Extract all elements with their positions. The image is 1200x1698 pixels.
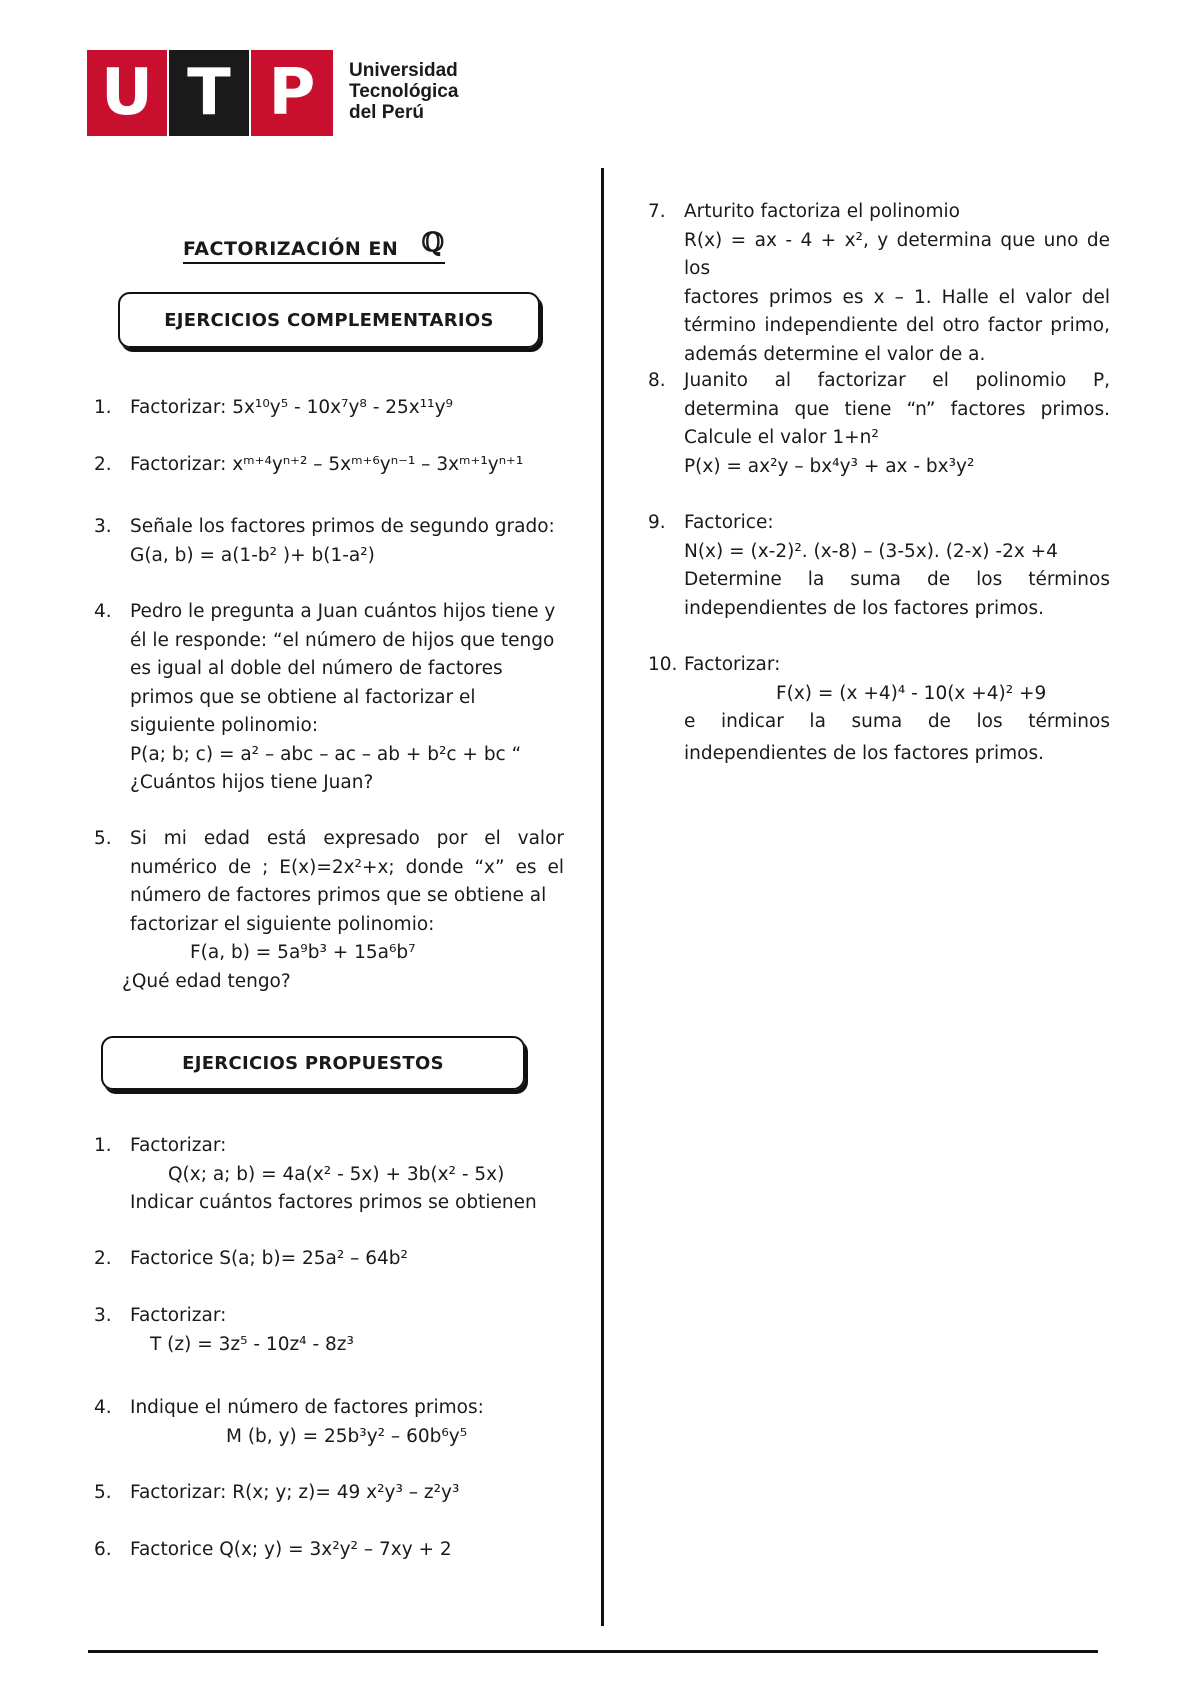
exercise-body <box>130 598 555 798</box>
exercise-line: independientes de los factores primos. <box>684 742 1045 764</box>
exercise-formula: P(x) = ax²y – bx⁴y³ + ax - bx³y² <box>684 455 975 477</box>
exercise-line: es igual al doble del número de factores <box>130 658 503 679</box>
exercise-formula: N(x) = (x-2)². (x-8) – (3-5x). (2-x) -2x +4 <box>684 540 1058 562</box>
exercise-line: Factorizar: 5x¹⁰y⁵ - 10x⁷y⁸ - 25x¹¹y⁹ <box>130 397 453 418</box>
exercise-body <box>130 1132 537 1218</box>
exercise-line: término independiente del otro factor primo, <box>684 315 1110 336</box>
exercise-number: 3. <box>94 1305 112 1326</box>
exercise-formula: Q(x; a; b) = 4a(x² - 5x) + 3b(x² - 5x) <box>168 1163 505 1185</box>
exercise-line: Juanito al factorizar el polinomio P, <box>684 370 1110 391</box>
exercise-line: Factorizar: xᵐ⁺⁴yⁿ⁺² – 5xᵐ⁺⁶yⁿ⁻¹ – 3xᵐ⁺¹yⁿ⁺¹ <box>130 454 524 475</box>
exercise-line: R(x) = ax - 4 + x², y determina que uno de los <box>684 229 1110 279</box>
section-header-propuestos: EJERCICIOS PROPUESTOS <box>101 1036 525 1090</box>
exercise-line: Factorizar: <box>684 654 781 675</box>
exercise-line: número de factores primos que se obtiene al <box>130 885 547 906</box>
exercise-line: ¿Qué edad tengo? <box>122 970 291 992</box>
exercise-number: 10. <box>648 654 678 675</box>
exercise-body <box>684 367 1110 481</box>
exercise-line: factorizar el siguiente polinomio: <box>130 913 435 935</box>
exercise-number: 5. <box>94 828 112 849</box>
exercise-line: Determine la suma de los términos <box>684 569 1110 590</box>
exercise-formula: T (z) = 3z⁵ - 10z⁴ - 8z³ <box>150 1333 354 1355</box>
exercise-body <box>130 394 453 423</box>
exercise-body <box>130 513 555 570</box>
exercise-formula: M (b, y) = 25b³y² – 60b⁶y⁵ <box>226 1425 468 1447</box>
exercise-line: ¿Cuántos hijos tiene Juan? <box>130 772 374 793</box>
exercise-body <box>130 1245 408 1274</box>
exercise-number: 4. <box>94 601 112 622</box>
exercise-number: 1. <box>94 1135 112 1156</box>
exercise-line: Señale los factores primos de segundo grado: <box>130 516 555 537</box>
exercise-body <box>130 451 523 480</box>
exercise-line: Indique el número de factores primos: <box>130 1397 484 1418</box>
exercise-body <box>684 651 1110 768</box>
exercise-line: independientes de los factores primos. <box>684 597 1045 619</box>
exercise-body <box>130 1479 459 1508</box>
university-line: Tecnológica <box>349 81 459 102</box>
footer-rule <box>88 1650 1098 1653</box>
title-text: FACTORIZACIÓN EN <box>183 238 399 260</box>
exercise-line: Factorice Q(x; y) = 3x²y² – 7xy + 2 <box>130 1539 452 1560</box>
exercise-body <box>130 1536 452 1565</box>
exercise-line: primos que se obtiene al factorizar el <box>130 686 476 708</box>
exercise-line: factores primos es x – 1. Halle el valor del <box>684 286 1110 308</box>
exercise-number: 2. <box>94 1248 112 1269</box>
exercise-number: 5. <box>94 1482 112 1503</box>
exercise-number: 4. <box>94 1397 112 1418</box>
exercise-number: 3. <box>94 516 112 537</box>
exercise-line: Factorizar: R(x; y; z)= 49 x²y³ – z²y³ <box>130 1482 460 1503</box>
exercise-line: Indicar cuántos factores primos se obtienen <box>130 1192 537 1213</box>
exercise-line: Arturito factoriza el polinomio <box>684 201 960 222</box>
page-title-underlined <box>183 228 445 264</box>
exercise-body <box>684 509 1110 623</box>
exercise-line: él le responde: “el número de hijos que tengo <box>130 629 555 651</box>
exercise-line: G(a, b) = a(1-b² )+ b(1-a²) <box>130 544 375 566</box>
exercise-body <box>684 198 1110 369</box>
column-divider <box>601 168 604 1626</box>
rational-numbers-symbol: ℚ <box>421 228 445 258</box>
exercise-number: 6. <box>94 1539 112 1560</box>
exercise-body <box>130 1302 354 1359</box>
exercise-line: Factorizar: <box>130 1135 227 1156</box>
logo-letter-u: U <box>87 50 167 136</box>
exercise-line: Pedro le pregunta a Juan cuántos hijos tiene y <box>130 601 556 622</box>
exercise-number: 8. <box>648 370 666 391</box>
exercise-number: 7. <box>648 201 666 222</box>
exercise-line: numérico de ; E(x)=2x²+x; donde “x” es el <box>130 856 564 878</box>
exercise-line: además determine el valor de a. <box>684 343 986 365</box>
exercise-line: Factorizar: <box>130 1305 227 1326</box>
exercise-formula: F(a, b) = 5a⁹b³ + 15a⁶b⁷ <box>190 942 416 963</box>
exercise-body <box>130 1394 484 1451</box>
exercise-line: siguiente polinomio: <box>130 715 319 736</box>
exercise-number: 1. <box>94 397 112 418</box>
page-title <box>183 228 445 262</box>
exercise-line: Factorice: <box>684 512 774 533</box>
exercise-number: 2. <box>94 454 112 475</box>
university-name <box>349 60 458 123</box>
logo-letter-p: P <box>251 50 333 136</box>
exercise-number: 9. <box>648 512 666 533</box>
logo-letter-t: T <box>169 50 249 136</box>
exercise-formula: F(x) = (x +4)⁴ - 10(x +4)² +9 <box>776 682 1047 704</box>
section-header-complementarios: EJERCICIOS COMPLEMENTARIOS <box>118 292 540 348</box>
exercise-line: Factorice S(a; b)= 25a² – 64b² <box>130 1248 408 1269</box>
exercise-line: Calcule el valor 1+n² <box>684 427 879 448</box>
university-line: del Perú <box>349 102 424 123</box>
university-line: Universidad <box>349 60 458 81</box>
exercise-line: P(a; b; c) = a² – abc – ac – ab + b²c + bc “ <box>130 743 522 765</box>
exercise-body <box>122 825 564 996</box>
utp-logo <box>87 50 465 136</box>
exercise-line: determina que tiene “n” factores primos. <box>684 398 1110 420</box>
exercise-line: e indicar la suma de los términos <box>684 711 1110 732</box>
exercise-line: Si mi edad está expresado por el valor <box>130 828 564 849</box>
